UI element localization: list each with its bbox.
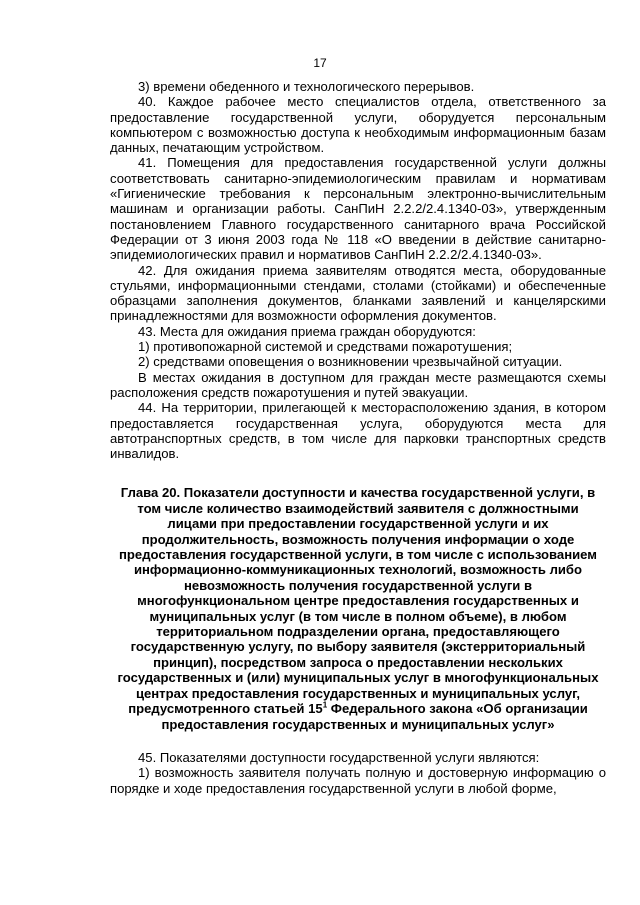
paragraph-43-item-1: 1) противопожарной системой и средствами пожаротушения; [138, 339, 513, 355]
paragraph-45-item-1: 1) возможность заявителя получать полную и достоверную информацию о порядке и ходе предоставления государственной услуги в любой форме, [110, 765, 606, 796]
paragraph-44: 44. На территории, прилегающей к месторасположению здания, в котором предоставляется государственная услуга, оборудуются места для автотранспортных средств, в том числе для парковки транспортных средств инвалидов. [110, 400, 606, 462]
paragraph-42: 42. Для ожидания приема заявителям отводятся места, оборудованные стульями, информационными стендами, столами (стойками) и обеспеченные образцами заполнения документов, бланками заявлений и канцелярскими принадлежностями для возможности оформления документов. [110, 262, 606, 324]
paragraph-43: 43. Места для ожидания приема граждан оборудуются: [138, 323, 476, 339]
page-number: 17 [313, 56, 327, 70]
document-body [110, 79, 606, 796]
paragraph-40: 40. Каждое рабочее место специалистов отдела, ответственного за предоставление государственной услуги, оборудуется персональным компьютером с возможностью доступа к необходимым информационным базам данных, печатающим устройством. [110, 94, 606, 156]
paragraph-45: 45. Показателями доступности государственной услуги являются: [138, 749, 540, 765]
chapter-20-heading [110, 485, 606, 732]
paragraph-41: 41. Помещения для предоставления государственной услуги должны соответствовать санитарно-эпидемиологическим правилам и нормативам «Гигиенические требования к персональным электронно-вычислительным машинам и организации работы. СанПиН 2.2.2/2.4.1340-03», утвержденным постановлением Главного государственного санитарного врача Российской Федерации от 3 июня 2003 года № 118 «О введении в действие санитарно-эпидемиологических правил и нормативов СанПиН 2.2.2/2.4.1340-03». [110, 155, 606, 263]
paragraph-3: 3) времени обеденного и технологического перерывов. [138, 79, 475, 94]
chapter-heading-tail: Федерального закона «Об организации предоставления государственных и муниципальных услуг» [161, 701, 588, 732]
paragraph-43-item-2: 2) средствами оповещения о возникновении чрезвычайной ситуации. [138, 354, 563, 370]
paragraph-evacuation: В местах ожидания в доступном для граждан месте размещаются схемы расположения средств пожаротушения и путей эвакуации. [110, 369, 606, 400]
chapter-heading-superscript: 1 [322, 700, 328, 710]
chapter-heading-main: Глава 20. Показатели доступности и качества государственной услуги, в том числе количество взаимодействий заявителя с должностными лицами при предоставлении государственной услуги и их продолжительность, возможность получения информации о ходе предоставления государственной услуги, в том числе с использованием информационно-коммуникационных технологий, возможность либо невозможность получения государственной услуги в многофункциональном центре предоставления государственных и муниципальных услуг (в том числе в полном объеме), в любом территориальном подразделении органа, предоставляющего государственную услугу, по выбору заявителя (экстерриториальный принцип), посредством запроса о предоставлении нескольких государственных и (или) муниципальных услуг в многофункциональных центрах предоставления государственных и муниципальных услуг, предусмотренного статьей 15 [117, 485, 599, 717]
